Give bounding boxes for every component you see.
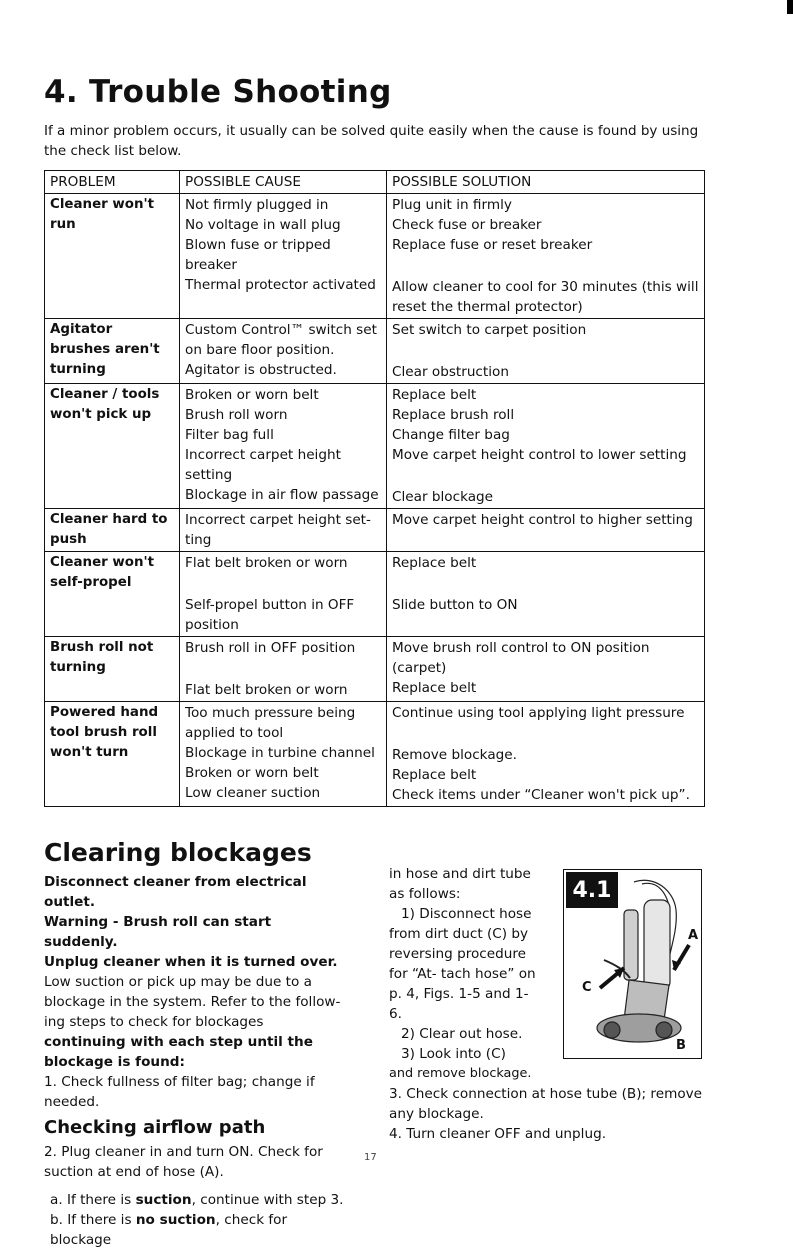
airflow-heading: Checking airflow path (44, 1117, 266, 1138)
solution-line: Remove blockage. (392, 747, 517, 763)
table-row (45, 637, 705, 702)
cause-cell (180, 552, 387, 637)
hose-step-3: 3) Look into (C) (401, 1046, 506, 1062)
table-row (45, 194, 705, 319)
cause-line: Broken or worn belt (185, 387, 319, 403)
solution-cell (387, 702, 705, 807)
cause-line: Blockage in turbine channel (185, 745, 375, 761)
figure-label-c: C (582, 980, 592, 995)
solution-line: Set switch to carpet position (392, 322, 587, 338)
cause-cell (180, 702, 387, 807)
troubleshooting-table (44, 170, 705, 807)
cause-line: Blown fuse or tripped breaker (185, 237, 331, 273)
problem-cell: Cleaner won't self-propel (45, 552, 180, 637)
vacuum-illustration (564, 870, 701, 1058)
hose-step-1: 1) Disconnect hose from dirt duct (C) by reversing procedure for “At- tach hose” on p. 4, Figs. 1-5 and 1-6. (389, 906, 536, 1022)
figure-badge: 4.1 (566, 872, 618, 908)
figure-label-b: B (676, 1038, 686, 1053)
solution-line: Move brush roll control to ON position (carpet) (392, 640, 650, 676)
solution-cell (387, 637, 705, 702)
table-header-row (45, 171, 705, 194)
problem-cell: Agitator brushes aren't turning (45, 319, 180, 384)
solution-line: Clear blockage (392, 489, 494, 505)
clearing-heading: Clearing blockages (44, 838, 312, 867)
solution-line: Move carpet height control to higher setting (392, 512, 693, 528)
step-3: 3. Check connection at hose tube (B); remove any blockage. (389, 1086, 703, 1122)
cause-line: Too much pressure being applied to tool (185, 705, 356, 741)
table-row (45, 509, 705, 552)
solution-line: Replace belt (392, 680, 477, 696)
solution-line: Replace belt (392, 387, 477, 403)
cause-line: Flat belt broken or worn (185, 555, 348, 571)
cause-line: Flat belt broken or worn (185, 682, 348, 698)
solution-cell (387, 509, 705, 552)
step-4: 4. Turn cleaner OFF and unplug. (389, 1126, 607, 1142)
table-row (45, 319, 705, 384)
cause-cell (180, 509, 387, 552)
step-2b-text-end: , check for blockage (50, 1212, 288, 1248)
solution-line: Replace belt (392, 555, 477, 571)
clearing-section (44, 838, 344, 1250)
cause-line: Incorrect carpet height set- ting (185, 512, 371, 548)
step-2a (44, 1190, 344, 1210)
solution-line: Replace fuse or reset breaker (392, 237, 593, 253)
step-2: 2. Plug cleaner in and turn ON. Check for suction at end of hose (A). (44, 1144, 323, 1180)
cause-line: Thermal protector activated (185, 277, 376, 293)
step-2b-text: b. If there is (50, 1212, 136, 1228)
cause-line: Filter bag full (185, 427, 274, 443)
cause-line: Brush roll worn (185, 407, 288, 423)
warning-line: Disconnect cleaner from electrical outlet. (44, 874, 307, 910)
problem-cell: Cleaner / tools won't pick up (45, 384, 180, 509)
solution-line: Change filter bag (392, 427, 510, 443)
solution-line: Slide button to ON (392, 597, 518, 613)
step-2a-text: a. If there is (50, 1192, 136, 1208)
table-row (45, 384, 705, 509)
problem-cell: Brush roll not turning (45, 637, 180, 702)
step-2b (44, 1210, 344, 1250)
hose-step-2: 2) Clear out hose. (401, 1026, 523, 1042)
hose-step-3-cont: and remove blockage. (389, 1066, 532, 1081)
figure-label-a: A (688, 928, 699, 943)
solution-line: Clear obstruction (392, 364, 509, 380)
intro-text: If a minor problem occurs, it usually can be solved quite easily when the cause is found by using the check list below. (44, 123, 699, 159)
clearing-body-text: Low suction or pick up may be due to a blockage in the system. Refer to the follow- ing steps to check for blockages (44, 974, 341, 1030)
cause-line: Incorrect carpet height setting (185, 447, 341, 483)
warning-line: Unplug cleaner when it is turned over. (44, 954, 338, 970)
problem-cell: Cleaner hard to push (45, 509, 180, 552)
step-2a-bold: suction (135, 1192, 192, 1208)
step-2b-bold: no suction (135, 1212, 216, 1228)
page-number: 17 (364, 1152, 377, 1163)
solution-line: Check fuse or breaker (392, 217, 542, 233)
step-2a-text-end: , continue with step 3. (191, 1192, 344, 1208)
solution-line: Check items under “Cleaner won't pick up”. (392, 787, 690, 803)
cause-cell (180, 384, 387, 509)
solution-line: Allow cleaner to cool for 30 minutes (this will reset the thermal protector) (392, 279, 699, 315)
warning-line: Warning - Brush roll can start suddenly. (44, 914, 272, 950)
solution-line: Move carpet height control to lower setting (392, 447, 687, 463)
cause-line: Custom Control™ switch set on bare floor position. (185, 322, 377, 358)
cause-cell (180, 637, 387, 702)
header-solution: POSSIBLE SOLUTION (387, 171, 705, 194)
step-1: 1. Check fullness of filter bag; change if needed. (44, 1074, 315, 1110)
solution-line: Continue using tool applying light pressure (392, 705, 685, 721)
figure-4-1 (563, 869, 702, 1059)
table-row (45, 702, 705, 807)
problem-cell: Powered hand tool brush roll won't turn (45, 702, 180, 807)
cause-line: Agitator is obstructed. (185, 362, 337, 378)
solution-line: Replace belt (392, 767, 477, 783)
page-title: 4. Trouble Shooting (44, 74, 392, 110)
solution-cell (387, 552, 705, 637)
clearing-body-bold: continuing with each step until the blockage is found: (44, 1034, 313, 1070)
cause-line: Broken or worn belt (185, 765, 319, 781)
clearing-body (44, 972, 344, 1072)
hose-intro: in hose and dirt tube as follows: (389, 866, 531, 902)
solution-cell (387, 194, 705, 319)
cause-line: No voltage in wall plug (185, 217, 341, 233)
problem-cell: Cleaner won't run (45, 194, 180, 319)
solution-cell (387, 319, 705, 384)
corner-mark (787, 0, 793, 14)
solution-line: Replace brush roll (392, 407, 515, 423)
cause-line: Not firmly plugged in (185, 197, 329, 213)
cause-cell (180, 194, 387, 319)
cause-line: Brush roll in OFF position (185, 640, 356, 656)
solution-cell (387, 384, 705, 509)
solution-line: Plug unit in firmly (392, 197, 512, 213)
cause-cell (180, 319, 387, 384)
header-cause: POSSIBLE CAUSE (180, 171, 387, 194)
header-problem: PROBLEM (45, 171, 180, 194)
table-row (45, 552, 705, 637)
cause-line: Self-propel button in OFF position (185, 597, 355, 633)
cause-line: Blockage in air flow passage (185, 487, 379, 503)
cause-line: Low cleaner suction (185, 785, 321, 801)
